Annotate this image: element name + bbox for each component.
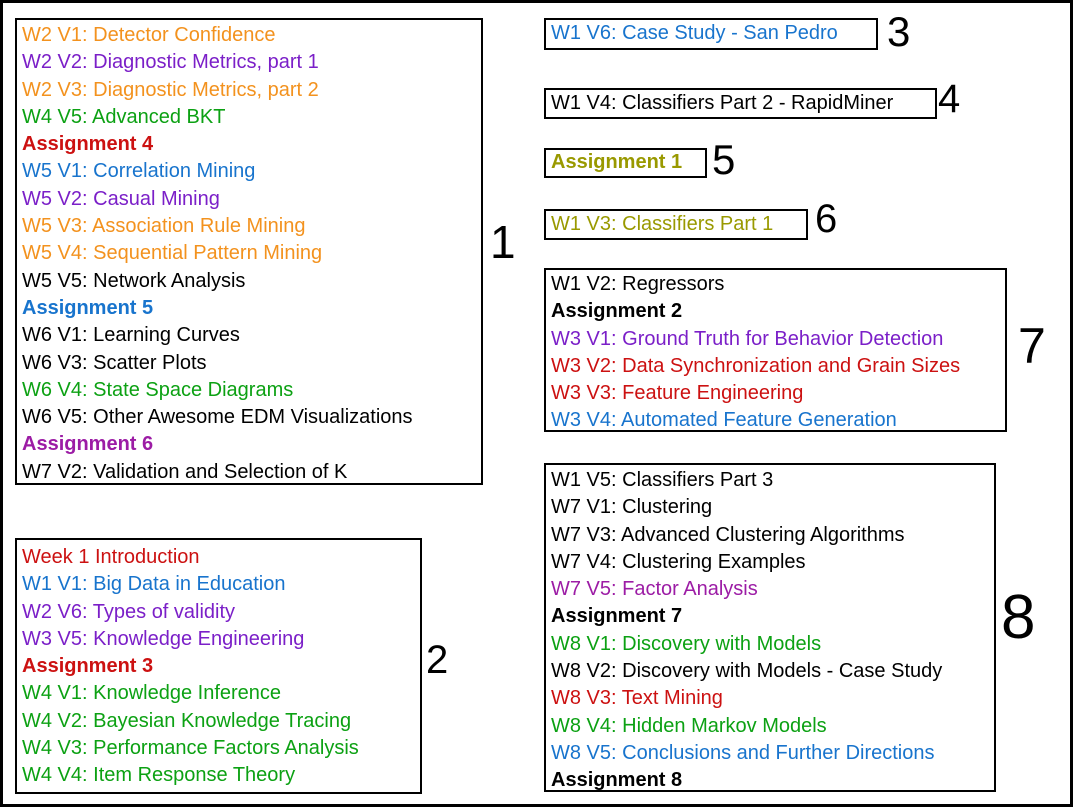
list-item: W1 V5: Classifiers Part 3: [551, 469, 774, 491]
list-item: Assignment 2: [551, 300, 683, 323]
cluster-number-3: 3: [887, 8, 911, 55]
list-item: W1 V3: Classifiers Part 1: [551, 212, 774, 235]
list-item: W5 V1: Correlation Mining: [22, 160, 256, 183]
list-item: W5 V3: Association Rule Mining: [22, 215, 306, 238]
list-item: W3 V3: Feature Engineering: [551, 382, 804, 405]
list-item: W6 V1: Learning Curves: [22, 324, 240, 347]
cluster-number-8: 8: [1001, 583, 1036, 652]
list-item: W4 V2: Bayesian Knowledge Tracing: [22, 709, 352, 732]
list-item: W4 V1: Knowledge Inference: [22, 682, 282, 705]
cluster-box-3: [544, 18, 878, 50]
list-item: W4 V3: Performance Factors Analysis: [22, 737, 359, 760]
cluster-box-8: [544, 463, 996, 792]
list-item: W1 V2: Regressors: [551, 273, 725, 295]
list-item: Assignment 8: [551, 769, 683, 792]
list-item: W7 V5: Factor Analysis: [551, 578, 758, 601]
cluster-number-4: 4: [938, 77, 961, 121]
cluster-box-5: [544, 148, 707, 178]
list-item: Assignment 3: [22, 655, 154, 678]
cluster-number-6: 6: [815, 197, 838, 241]
list-item: W8 V1: Discovery with Models: [551, 632, 822, 655]
list-item: W7 V3: Advanced Clustering Algorithms: [551, 523, 905, 546]
list-item: W4 V5: Advanced BKT: [22, 105, 226, 128]
cluster-box-6: [544, 209, 808, 240]
list-item: W3 V4: Automated Feature Generation: [551, 409, 897, 432]
list-item: W2 V1: Detector Confidence: [22, 24, 276, 46]
list-item: Week 1 Introduction: [22, 546, 200, 568]
list-item: W8 V5: Conclusions and Further Directions: [551, 741, 935, 764]
list-item: Assignment 4: [22, 133, 154, 156]
list-item: Assignment 6: [22, 433, 154, 456]
list-item: W5 V2: Casual Mining: [22, 187, 220, 210]
list-item: W6 V3: Scatter Plots: [22, 351, 207, 374]
cluster-box-1: [15, 18, 483, 485]
list-item: W8 V4: Hidden Markov Models: [551, 714, 827, 737]
list-item: W2 V3: Diagnostic Metrics, part 2: [22, 78, 319, 101]
list-item: W8 V2: Discovery with Models - Case Study: [551, 660, 943, 683]
cluster-number-5: 5: [712, 136, 736, 183]
list-item: W3 V2: Data Synchronization and Grain Sizes: [551, 354, 961, 377]
list-item: W1 V4: Classifiers Part 2 - RapidMiner: [551, 91, 894, 114]
cluster-number-1: 1: [490, 216, 516, 268]
list-item: W5 V5: Network Analysis: [22, 269, 246, 292]
cluster-box-2: [15, 538, 422, 794]
list-item: W6 V4: State Space Diagrams: [22, 378, 294, 401]
list-item: W6 V5: Other Awesome EDM Visualizations: [22, 406, 413, 429]
cluster-box-7: [544, 268, 1007, 432]
cluster-box-4: [544, 88, 937, 119]
list-item: W8 V3: Text Mining: [551, 687, 723, 710]
list-item: W1 V1: Big Data in Education: [22, 573, 286, 596]
list-item: W7 V1: Clustering: [551, 496, 713, 519]
list-item: W2 V6: Types of validity: [22, 600, 236, 623]
list-item: Assignment 5: [22, 296, 154, 319]
cluster-number-2: 2: [426, 638, 449, 682]
list-item: W1 V6: Case Study - San Pedro: [551, 22, 838, 45]
list-item: Assignment 1: [551, 151, 683, 174]
list-item: W2 V2: Diagnostic Metrics, part 1: [22, 51, 319, 74]
list-item: W7 V2: Validation and Selection of K: [22, 460, 348, 483]
list-item: W7 V4: Clustering Examples: [551, 550, 806, 573]
list-item: W5 V4: Sequential Pattern Mining: [22, 242, 323, 265]
list-item: W3 V5: Knowledge Engineering: [22, 627, 305, 650]
list-item: W4 V4: Item Response Theory: [22, 764, 296, 787]
cluster-number-7: 7: [1018, 318, 1046, 374]
list-item: W3 V1: Ground Truth for Behavior Detection: [551, 327, 944, 350]
list-item: Assignment 7: [551, 605, 683, 628]
